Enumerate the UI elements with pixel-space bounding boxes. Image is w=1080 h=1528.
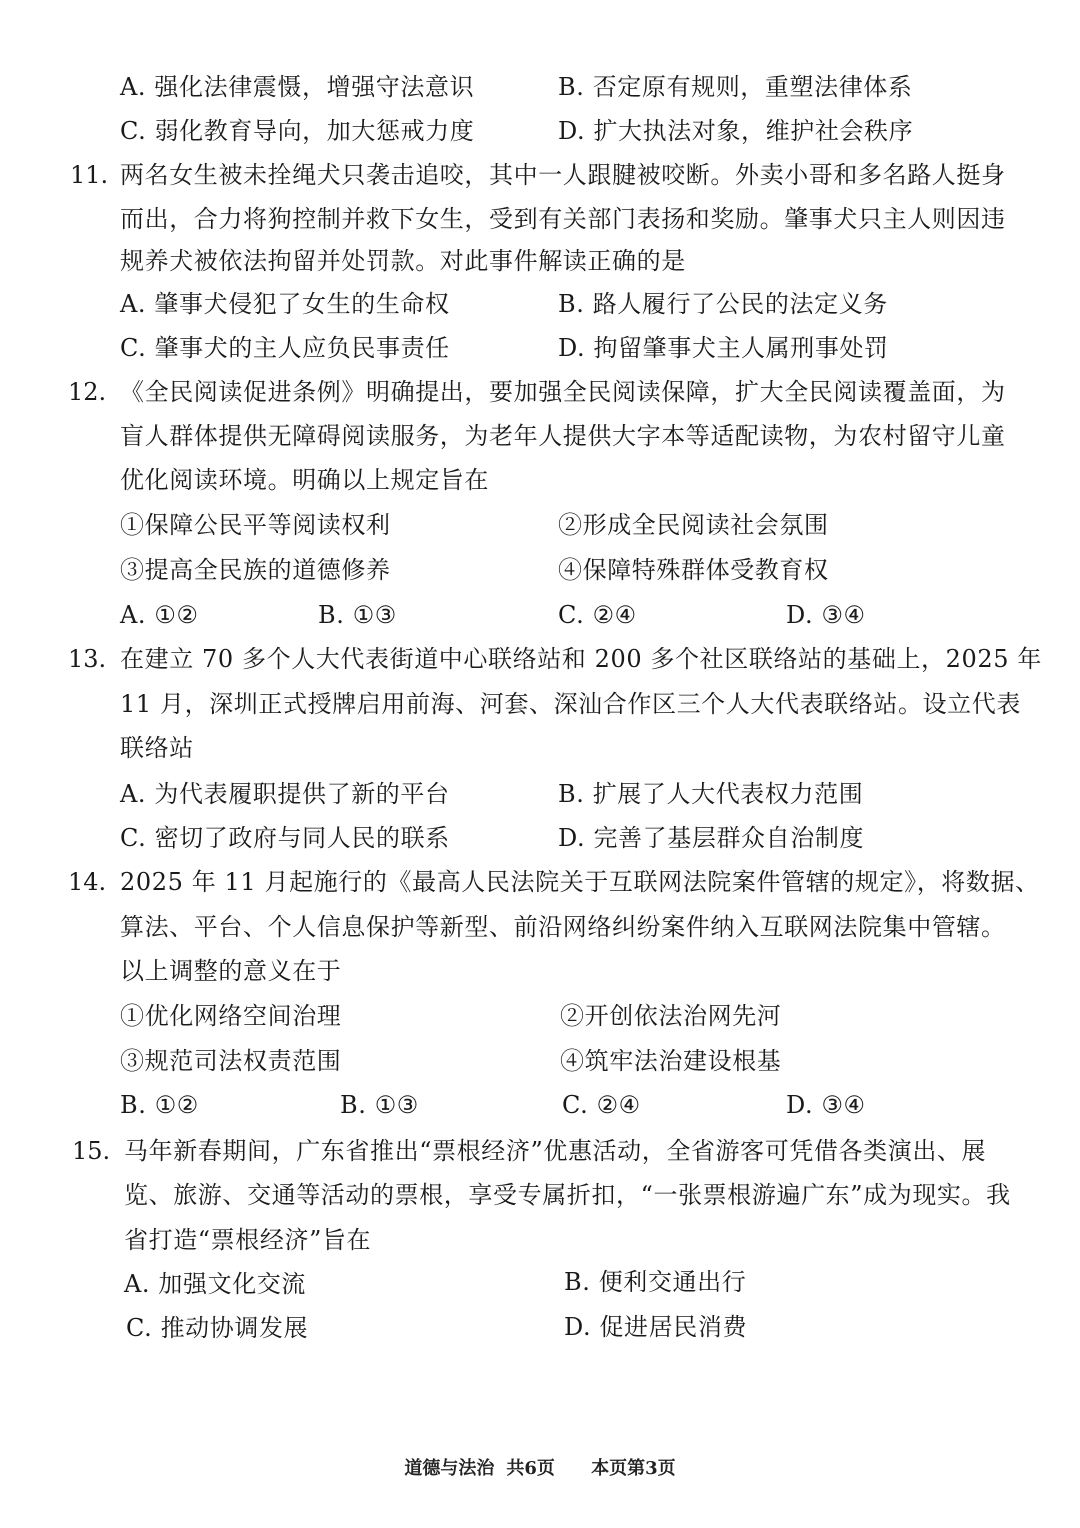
q12-statement-3: ③提高全民族的道德修养: [120, 556, 391, 584]
q11-option-b: B. 路人履行了公民的法定义务: [558, 290, 888, 318]
q13-option-c: C. 密切了政府与同人民的联系: [120, 824, 450, 852]
q14-option-d: D. ③④: [786, 1091, 866, 1119]
q14-option-a: B. ①②: [120, 1091, 199, 1119]
q15-stem-line-2: 览、旅游、交通等活动的票根，享受专属折扣，“一张票根游遍广东”成为现实。我: [124, 1181, 1011, 1209]
q15-option-b: B. 便利交通出行: [564, 1268, 747, 1296]
q11-option-c: C. 肇事犬的主人应负民事责任: [120, 334, 450, 362]
q12-stem-line-1: 《全民阅读促进条例》明确提出，要加强全民阅读保障，扩大全民阅读覆盖面，为: [120, 378, 1006, 406]
q12-statement-4: ④保障特殊群体受教育权: [558, 556, 829, 584]
q14-option-c: C. ②④: [562, 1091, 641, 1119]
q12-stem-line-2: 盲人群体提供无障碍阅读服务，为老年人提供大字本等适配读物，为农村留守儿童: [120, 422, 1006, 450]
q13-option-b: B. 扩展了人大代表权力范围: [558, 780, 864, 808]
q13-stem-line-3: 联络站: [120, 734, 194, 762]
page-footer: [0, 1456, 1080, 1482]
q14-number: 14.: [68, 868, 107, 896]
q12-stem-line-3: 优化阅读环境。明确以上规定旨在: [120, 466, 489, 494]
footer-page-number: 本页第3页: [591, 1458, 676, 1479]
footer-total-pages: 共6页: [506, 1458, 555, 1479]
q15-option-c: C. 推动协调发展: [126, 1314, 309, 1342]
q11-option-d: D. 拘留肇事犬主人属刑事处罚: [558, 334, 889, 362]
q10-option-b: B. 否定原有规则，重塑法律体系: [558, 73, 913, 101]
q13-number: 13.: [68, 645, 107, 673]
q12-statement-1: ①保障公民平等阅读权利: [120, 511, 391, 539]
q10-option-c: C. 弱化教育导向，加大惩戒力度: [120, 117, 475, 145]
q14-stem-line-1: 2025 年 11 月起施行的《最高人民法院关于互联网法院案件管辖的规定》，将数据、: [120, 868, 1040, 896]
q11-stem-line-2: 而出，合力将狗控制并救下女生，受到有关部门表扬和奖励。肇事犬只主人则因违: [120, 205, 1006, 233]
q14-statement-1: ①优化网络空间治理: [120, 1002, 342, 1030]
q14-stem-line-2: 算法、平台、个人信息保护等新型、前沿网络纠纷案件纳入互联网法院集中管辖。: [120, 913, 1006, 941]
q11-option-a: A. 肇事犬侵犯了女生的生命权: [120, 290, 450, 318]
q10-option-a: A. 强化法律震慑，增强守法意识: [120, 73, 475, 101]
q15-option-d: D. 促进居民消费: [564, 1313, 748, 1341]
q14-statement-4: ④筑牢法治建设根基: [560, 1047, 782, 1075]
q10-option-d: D. 扩大执法对象，维护社会秩序: [558, 117, 914, 145]
q15-stem-line-3: 省打造“票根经济”旨在: [124, 1226, 372, 1254]
q15-stem-line-1: 马年新春期间，广东省推出“票根经济”优惠活动，全省游客可凭借各类演出、展: [124, 1137, 987, 1165]
q12-statement-2: ②形成全民阅读社会氛围: [558, 511, 829, 539]
q12-option-a: A. ①②: [120, 601, 199, 629]
q15-option-a: A. 加强文化交流: [124, 1270, 306, 1298]
q11-stem-line-3: 规养犬被依法拘留并处罚款。对此事件解读正确的是: [120, 247, 686, 275]
footer-subject: 道德与法治: [404, 1458, 495, 1479]
q14-statement-3: ③规范司法权责范围: [120, 1047, 342, 1075]
q13-option-d: D. 完善了基层群众自治制度: [558, 824, 865, 852]
q14-statement-2: ②开创依法治网先河: [560, 1002, 782, 1030]
q12-option-d: D. ③④: [786, 601, 866, 629]
q12-number: 12.: [68, 378, 107, 406]
q11-number: 11.: [70, 161, 109, 189]
q14-option-b: B. ①③: [340, 1091, 419, 1119]
q12-option-b: B. ①③: [318, 601, 397, 629]
q13-stem-line-2: 11 月，深圳正式授牌启用前海、河套、深汕合作区三个人大代表联络站。设立代表: [120, 690, 1021, 718]
q11-stem-line-1: 两名女生被未拴绳犬只袭击追咬，其中一人跟腱被咬断。外卖小哥和多名路人挺身: [120, 161, 1006, 189]
q13-option-a: A. 为代表履职提供了新的平台: [120, 780, 450, 808]
q13-stem-line-1: 在建立 70 多个人大代表街道中心联络站和 200 多个社区联络站的基础上，2025 年: [120, 645, 1042, 673]
q14-stem-line-3: 以上调整的意义在于: [120, 957, 342, 985]
q15-number: 15.: [72, 1137, 111, 1165]
q12-option-c: C. ②④: [558, 601, 637, 629]
